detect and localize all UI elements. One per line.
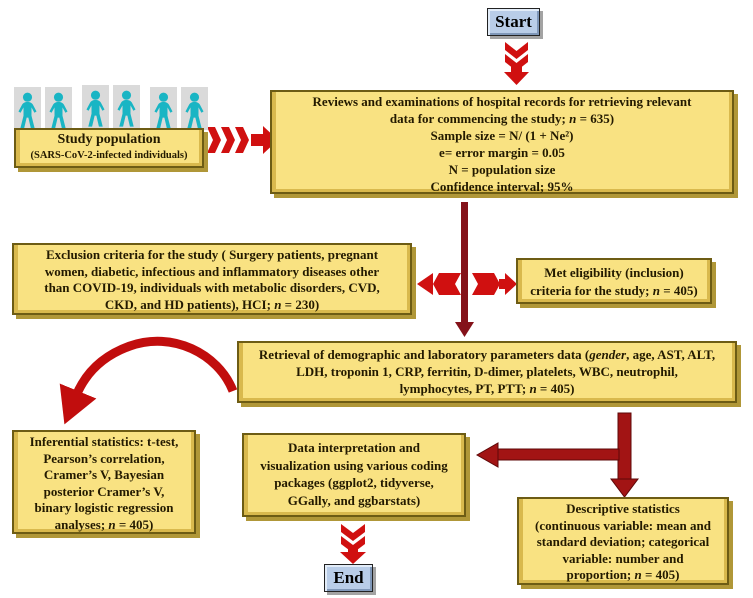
arrow-study-to-reviews-icon: [207, 126, 278, 154]
person-icon: [45, 87, 72, 130]
exclusion-line: Exclusion criteria for the study ( Surgery patients, pregnant: [45, 247, 379, 262]
reviews-line: data for commencing the study; n = 635): [389, 111, 615, 126]
end-label: End: [333, 568, 364, 587]
inferential-line: Pearson’s correlation,: [43, 450, 165, 466]
start-label: Start: [495, 12, 532, 31]
reviews-line: Reviews and examinations of hospital records for retrieving relevant: [312, 94, 692, 109]
descriptive-line: (continuous variable: mean and: [535, 517, 711, 533]
reviews-line: e= error margin = 0.05: [439, 145, 565, 160]
start-node: [487, 8, 540, 36]
data-interpretation-line: Data interpretation and: [288, 440, 420, 455]
data-interpretation-box: [242, 433, 466, 517]
person-icon: [14, 87, 41, 130]
arrow-retrieval-to-descriptive-icon: [611, 413, 638, 497]
data-interpretation-line: visualization using various coding: [260, 457, 448, 473]
descriptive-statistics-box: [517, 497, 729, 585]
descriptive-line: variable: number and: [562, 550, 684, 566]
arrow-curved-to-inferential-icon: [76, 341, 233, 396]
exclusion-criteria-box: [12, 243, 412, 315]
met-eligibility-box: [516, 258, 712, 304]
arrow-branch-to-exclusion-icon: [417, 273, 461, 295]
retrieval-line: lymphocytes, PT, PTT; n = 405): [399, 381, 575, 396]
inferential-statistics-box: [12, 430, 196, 534]
study-population-subtitle: (SARS-CoV-2-infected individuals): [30, 150, 188, 161]
inferential-line: Inferential statistics: t-test,: [29, 434, 179, 449]
exclusion-line: women, diabetic, infectious and inflammatory diseases other: [44, 263, 380, 279]
retrieval-line: LDH, troponin 1, CRP, ferritin, D-dimer, platelets, WBC, neutrophil,: [296, 364, 678, 379]
exclusion-line: than COVID-19, individuals with metabolic disorders, CVD,: [44, 280, 380, 295]
inferential-line: binary logistic regression: [34, 500, 174, 515]
person-icon: [181, 87, 208, 130]
met-line: Met eligibility (inclusion): [544, 265, 684, 280]
inferential-line: posterior Cramer’s V,: [43, 483, 165, 499]
person-icon: [113, 85, 140, 128]
person-icon: [150, 87, 177, 130]
inferential-line: Cramer’s V, Bayesian: [43, 467, 165, 482]
reviews-line: N = population size: [448, 162, 556, 177]
study-population-title: Study population: [57, 132, 161, 147]
arrow-data-to-end-icon: [340, 524, 366, 564]
reviews-line: Confidence interval; 95%: [430, 179, 574, 194]
data-interpretation-line: GGally, and ggbarstats): [287, 492, 421, 508]
retrieval-line: Retrieval of demographic and laboratory parameters data (gender, age, AST, ALT,: [258, 347, 716, 362]
reviews-line: Sample size = N/ (1 + Ne²): [430, 128, 574, 143]
reviews-box: [270, 90, 734, 194]
descriptive-line: proportion; n = 405): [566, 567, 680, 582]
inferential-line: analyses; n = 405): [54, 516, 154, 532]
descriptive-line: standard deviation; categorical: [536, 534, 710, 549]
person-icon: [82, 85, 109, 128]
arrow-start-to-reviews-icon: [504, 42, 529, 85]
arrow-reviews-to-retrieval-icon: [455, 202, 474, 337]
study-population-box: [14, 128, 204, 168]
arrow-branch-to-met-icon: [472, 273, 517, 295]
person-icons: [14, 87, 208, 130]
exclusion-line: CKD, and HD patients), HCI; n = 230): [104, 296, 320, 312]
arrow-to-data-interpretation-icon: [477, 443, 619, 467]
end-node: [324, 564, 373, 592]
retrieval-box: [237, 341, 737, 403]
data-interpretation-line: packages (ggplot2, tidyverse,: [274, 475, 434, 490]
met-line: criteria for the study; n = 405): [530, 283, 698, 298]
descriptive-line: Descriptive statistics: [566, 501, 680, 516]
